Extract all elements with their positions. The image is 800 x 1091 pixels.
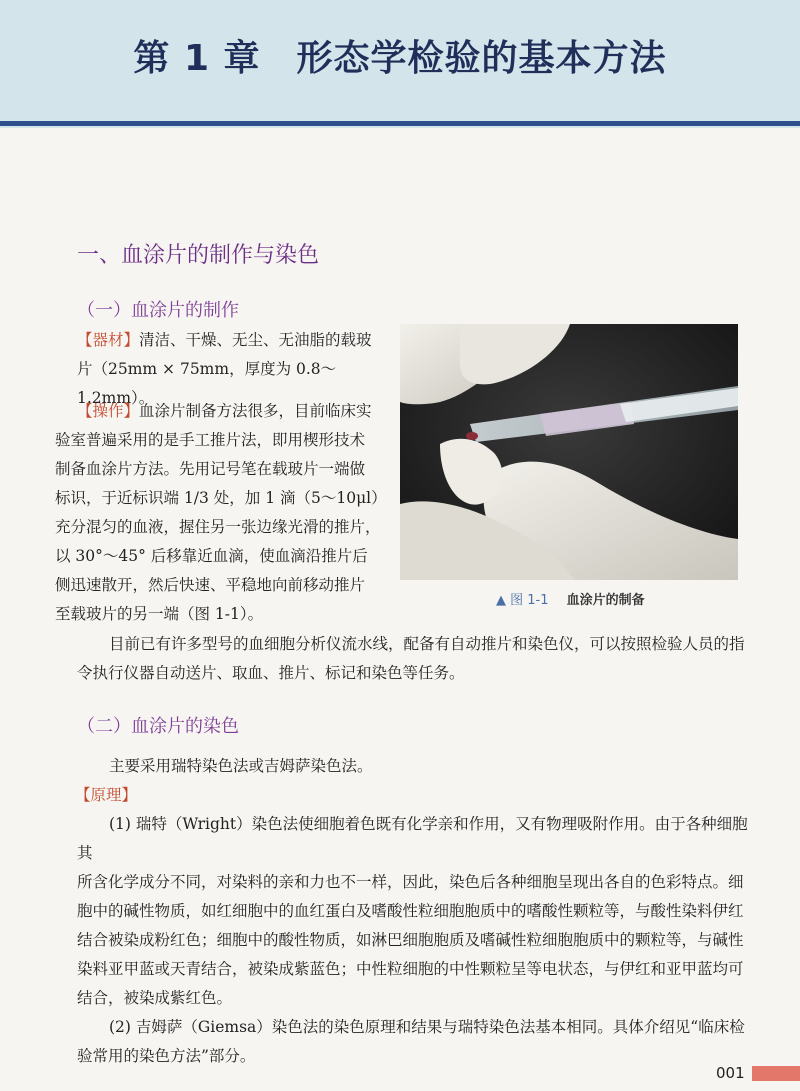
header-rule <box>0 121 800 126</box>
operation-line: 以 30°～45° 后移靠近血滴，使血滴沿推片后 <box>55 547 368 565</box>
wright-line: 结合被染成粉红色；细胞中的酸性物质，如淋巴细胞胞质及嗜碱性粒细胞胞质中的颗粒等，与碱性 <box>77 931 744 949</box>
automation-line: 令执行仪器自动送片、取血、推片、标记和染色等任务。 <box>77 664 465 682</box>
wright-line: 所含化学成分不同，对染料的亲和力也不一样，因此，染色后各种细胞呈现出各自的色彩特点。细 <box>77 873 744 891</box>
materials-text: 清洁、干燥、无尘、无油脂的载玻 <box>139 331 372 349</box>
figure-caption <box>496 589 645 608</box>
operation-paragraph <box>55 397 397 629</box>
operation-line: 侧迅速散开，然后快速、平稳地向前移动推片 <box>55 576 366 594</box>
chapter-name: 形态学检验的基本方法 <box>296 38 667 79</box>
wright-line: 胞中的碱性物质，如红细胞中的血红蛋白及嗜酸性粒细胞胞质中的嗜酸性颗粒等，与酸性染料伊红 <box>77 902 744 920</box>
operation-line: 标识，于近标识端 1/3 处，加 1 滴（5～10μl） <box>55 489 387 507</box>
giemsa-line: 验常用的染色方法”部分。 <box>77 1047 256 1065</box>
operation-line: 验室普遍采用的是手工推片法，即用楔形技术 <box>55 431 366 449</box>
triangle-icon: ▲ <box>496 593 506 608</box>
materials-text-2: 片（25mm × 75mm，厚度为 0.8～1.2mm）。 <box>77 360 337 407</box>
operation-tag: 【操作】 <box>77 402 140 420</box>
page-number: 001 <box>716 1064 745 1082</box>
operation-line: 制备血涂片方法。先用记号笔在载玻片一端做 <box>55 460 366 478</box>
subsection-heading-staining: （二）血涂片的染色 <box>77 716 239 737</box>
page-number-accent-bar <box>752 1066 800 1081</box>
figure-caption-text: 血涂片的制备 <box>566 593 645 608</box>
staining-paragraphs <box>77 752 757 1071</box>
chapter-title <box>0 30 800 81</box>
section-heading: 一、血涂片的制作与染色 <box>77 243 320 268</box>
operation-line: 至载玻片的另一端（图 1-1）。 <box>55 605 264 623</box>
automation-line: 目前已有许多型号的血细胞分析仪流水线，配备有自动推片和染色仪，可以按照检验人员的指 <box>109 635 745 653</box>
chapter-number: 第 1 章 <box>133 38 261 79</box>
staining-intro: 主要采用瑞特染色法或吉姆萨染色法。 <box>109 757 373 775</box>
automation-paragraph <box>77 630 757 688</box>
principle-tag: 【原理】 <box>75 786 138 804</box>
wright-line: (1) 瑞特（Wright）染色法使细胞着色既有化学亲和作用，又有物理吸附作用。由于各种细胞其 <box>77 815 748 862</box>
materials-tag: 【器材】 <box>77 331 140 349</box>
subsection-heading-preparation: （一）血涂片的制作 <box>77 300 239 321</box>
operation-text: 血涂片制备方法很多，目前临床实 <box>139 402 372 420</box>
wright-line: 染料亚甲蓝或天青结合，被染成紫蓝色；中性粒细胞的中性颗粒呈等电状态，与伊红和亚甲蓝均可 <box>77 960 744 978</box>
wright-line: 结合，被染成紫红色。 <box>77 989 233 1007</box>
operation-line: 充分混匀的血液，握住另一张边缘光滑的推片， <box>55 518 381 536</box>
giemsa-line: (2) 吉姆萨（Giemsa）染色法的染色原理和结果与瑞特染色法基本相同。具体介绍见“临床检 <box>109 1018 745 1036</box>
blood-smear-photo <box>400 324 738 580</box>
figure-number: 图 1-1 <box>510 593 549 608</box>
gloved-hands-slide-illustration <box>400 324 738 580</box>
